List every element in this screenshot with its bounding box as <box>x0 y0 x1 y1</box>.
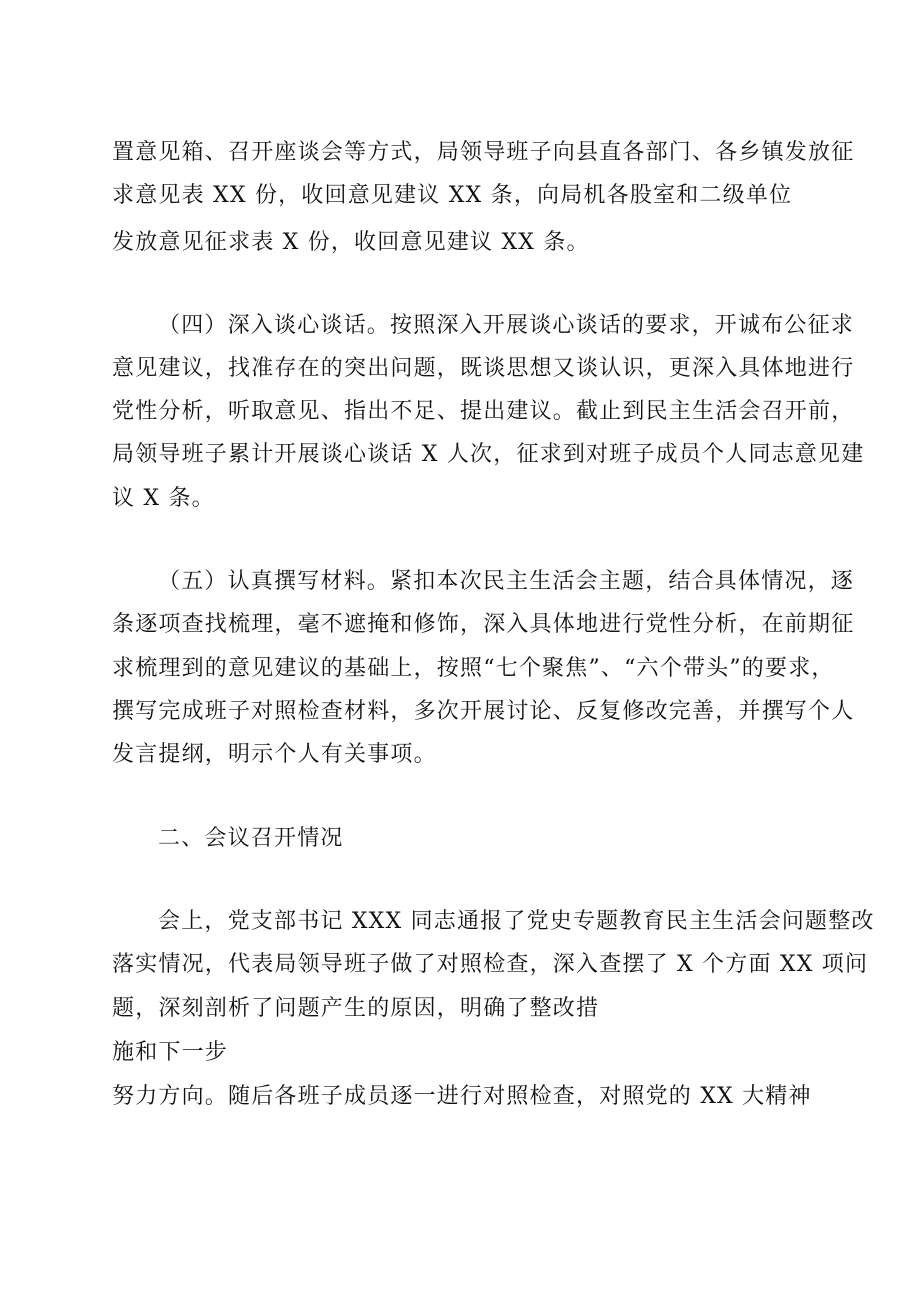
text-line: 撰写完成班子对照检查材料，多次开展讨论、反复修改完善，并撰写个人 <box>112 699 855 724</box>
text-line: 施和下一步 <box>112 1040 229 1065</box>
text-line: 会上，党支部书记 XXX 同志通报了党史专题教育民主生活会问题整改 <box>158 909 875 934</box>
section-heading: 二、会议召开情况 <box>158 826 344 851</box>
text-line: （四）深入谈心谈话。按照深入开展谈心谈话的要求，开诚布公征求 <box>158 313 855 338</box>
text-line: 议 X 条。 <box>112 486 215 511</box>
text-line: 努力方向。随后各班子成员逐一进行对照检查，对照党的 XX 大精神 <box>112 1084 812 1109</box>
text-line: 置意见箱、召开座谈会等方式，局领导班子向县直各部门、各乡镇发放征 <box>112 140 855 165</box>
text-line: 求意见表 XX 份，收回意见建议 XX 条，向局机各股室和二级单位 <box>112 183 793 208</box>
text-line: 局领导班子累计开展谈心谈话 X 人次，征求到对班子成员个人同志意见建 <box>112 442 865 467</box>
text-line: （五）认真撰写材料。紧扣本次民主生活会主题，结合具体情况，逐 <box>158 569 855 594</box>
text-line: 题，深刻剖析了问题产生的原因，明确了整改措 <box>112 996 600 1021</box>
text-line: 求梳理到的意见建议的基础上，按照“七个聚焦”、“六个带头”的要求， <box>112 656 835 681</box>
text-line: 意见建议，找准存在的突出问题，既谈思想又谈认识，更深入具体地进行 <box>112 356 855 381</box>
text-line: 党性分析，听取意见、指出不足、提出建议。截止到民主生活会召开前， <box>112 399 855 424</box>
text-line: 发言提纲，明示个人有关事项。 <box>112 742 437 767</box>
text-line: 落实情况，代表局领导班子做了对照检查，深入查摆了 X 个方面 XX 项问 <box>112 952 869 977</box>
text-line: 条逐项查找梳理，毫不遮掩和修饰，深入具体地进行党性分析，在前期征 <box>112 612 855 637</box>
text-line: 发放意见征求表 X 份，收回意见建议 XX 条。 <box>112 230 590 255</box>
